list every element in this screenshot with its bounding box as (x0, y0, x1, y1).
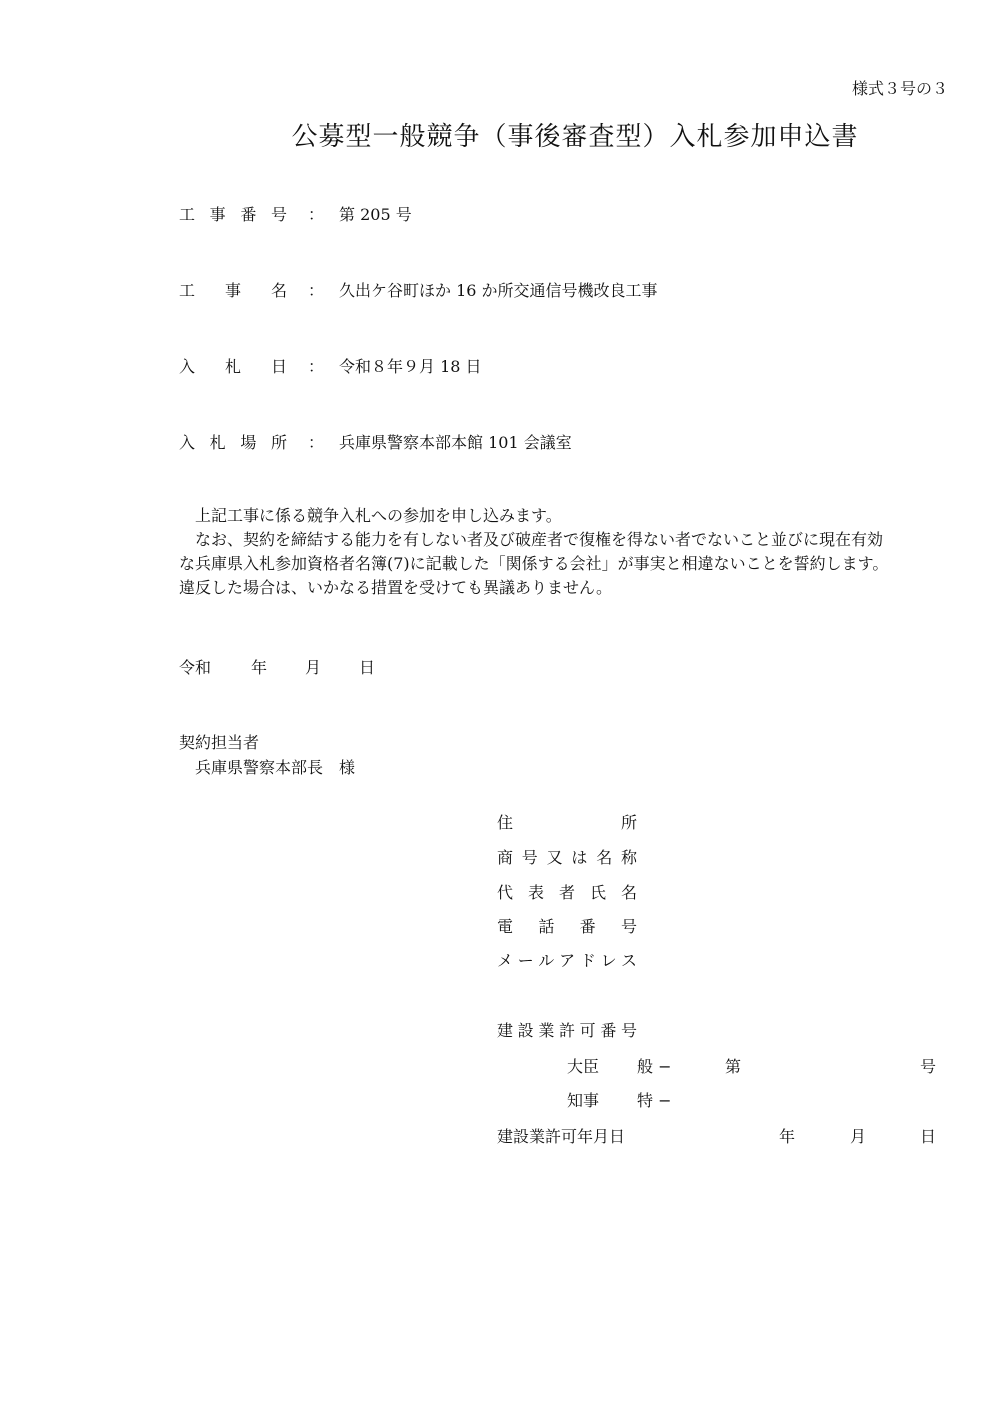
date-day: 日 (359, 658, 376, 677)
applicant-phone-label: 電話番号 (497, 917, 637, 936)
field-colon: ： (308, 281, 325, 300)
field-label: 工事名 (179, 281, 287, 300)
paragraph-line: な兵庫県入札参加資格者名簿(7)に記載した「関係する会社」が事実と相違ないことを誓約します。 (179, 554, 889, 573)
field-value: 久出ケ谷町ほか 16 か所交通信号機改良工事 (339, 281, 658, 300)
application-date (179, 655, 375, 678)
license-date-month: 月 (850, 1127, 867, 1146)
pledge-paragraph (179, 504, 888, 600)
field-value: 第 205 号 (339, 205, 412, 224)
license-general: 般 − (637, 1057, 672, 1076)
applicant-email-label: メールアドレス (497, 951, 637, 970)
field-label: 入札場所 (179, 433, 287, 452)
addressee (179, 730, 355, 780)
addressee-title: 契約担当者 (179, 733, 260, 752)
field-label: 工事番号 (179, 205, 287, 224)
license-go: 号 (920, 1057, 937, 1076)
license-number-heading: 建設業許可番号 (497, 1021, 637, 1040)
applicant-address-label: 住所 (497, 813, 637, 832)
license-date-label: 建設業許可年月日 (497, 1127, 626, 1146)
date-month: 月 (305, 658, 322, 677)
paragraph-line: 違反した場合は、いかなる措置を受けても異議ありません。 (179, 578, 612, 597)
license-special: 特 − (637, 1091, 672, 1110)
addressee-name: 兵庫県警察本部長 様 (179, 758, 356, 777)
license-minister: 大臣 (567, 1057, 600, 1076)
page-title: 公募型一般競争（事後審査型）入札参加申込書 (291, 122, 859, 152)
paragraph-line: 上記工事に係る競争入札への参加を申し込みます。 (179, 506, 562, 525)
license-dai: 第 (725, 1057, 742, 1076)
field-label: 入札日 (179, 357, 287, 376)
license-date-day: 日 (920, 1127, 937, 1146)
date-year: 年 (251, 658, 268, 677)
field-colon: ： (308, 205, 325, 224)
license-governor: 知事 (567, 1091, 600, 1110)
date-era: 令和 (179, 658, 212, 677)
applicant-representative-label: 代表者氏名 (497, 883, 637, 902)
field-colon: ： (308, 357, 325, 376)
form-number: 様式３号の３ (851, 79, 948, 98)
applicant-company-name-label: 商号又は名称 (497, 848, 637, 867)
license-date-year: 年 (779, 1127, 796, 1146)
field-colon: ： (308, 433, 325, 452)
paragraph-line: なお、契約を締結する能力を有しない者及び破産者で復権を得ない者でないこと並びに現在有効 (179, 530, 884, 549)
field-value: 兵庫県警察本部本館 101 会議室 (339, 433, 572, 452)
field-value: 令和８年９月 18 日 (339, 357, 482, 376)
